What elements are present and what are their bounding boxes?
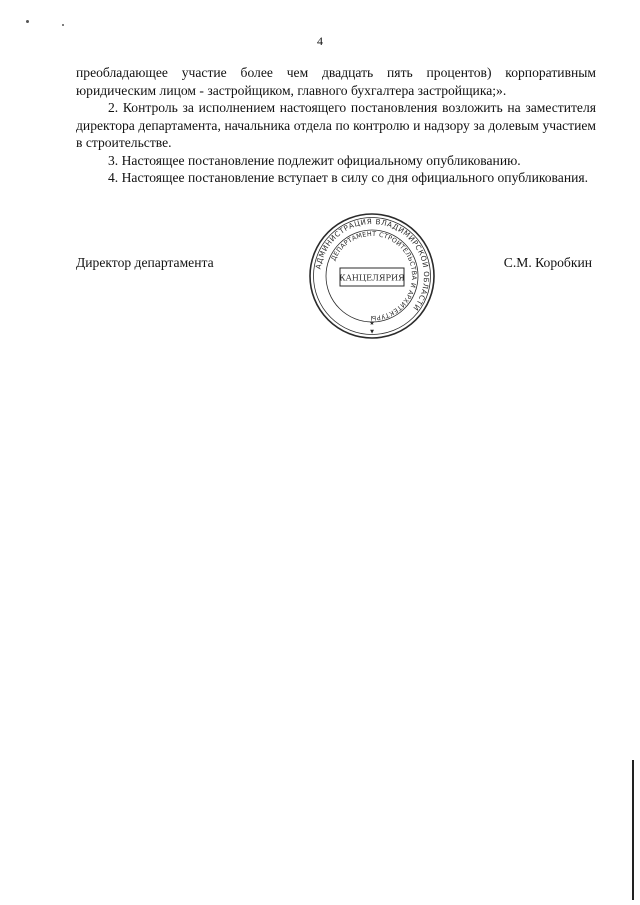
paragraph-3: 3. Настоящее постановление подлежит официальному опубликованию. bbox=[108, 152, 521, 168]
svg-text:ДЕПАРТАМЕНТ СТРОИТЕЛЬСТВА И АР: ДЕПАРТАМЕНТ СТРОИТЕЛЬСТВА И АРХИТЕКТУРЫ bbox=[329, 229, 419, 323]
paragraph-1: преобладающее участие более чем двадцать пять процентов) корпоративным юридическим лицом - застройщиком, главного бухгалтера застройщика;». bbox=[76, 65, 596, 98]
paragraph-4: 4. Настоящее постановление вступает в силу со дня официального опубликования. bbox=[108, 170, 589, 185]
signatory-position: Директор департамента bbox=[76, 255, 214, 270]
svg-text:КАНЦЕЛЯРИЯ: КАНЦЕЛЯРИЯ bbox=[339, 272, 405, 283]
scan-edge-line bbox=[632, 760, 634, 900]
page-number: 4 bbox=[317, 34, 323, 48]
paragraph-2: 2. Контроль за исполнением настоящего постановления возложить на заместителя директора департамента, начальника отдела по контролю и надзору за долевым участием в строительстве. bbox=[76, 100, 596, 150]
scan-speck bbox=[62, 24, 64, 26]
office-stamp bbox=[307, 211, 437, 341]
svg-text:★: ★ bbox=[369, 320, 375, 327]
svg-text:▼: ▼ bbox=[370, 329, 374, 335]
signatory-name: С.М. Коробкин bbox=[503, 255, 592, 270]
stamp-seal-graphic bbox=[307, 211, 437, 341]
document-body bbox=[76, 64, 596, 187]
svg-text:АДМИНИСТРАЦИЯ ВЛАДИМИРСКОЙ ОБЛ: АДМИНИСТРАЦИЯ ВЛАДИМИРСКОЙ ОБЛАСТИ bbox=[313, 216, 432, 313]
scan-speck bbox=[26, 20, 29, 23]
